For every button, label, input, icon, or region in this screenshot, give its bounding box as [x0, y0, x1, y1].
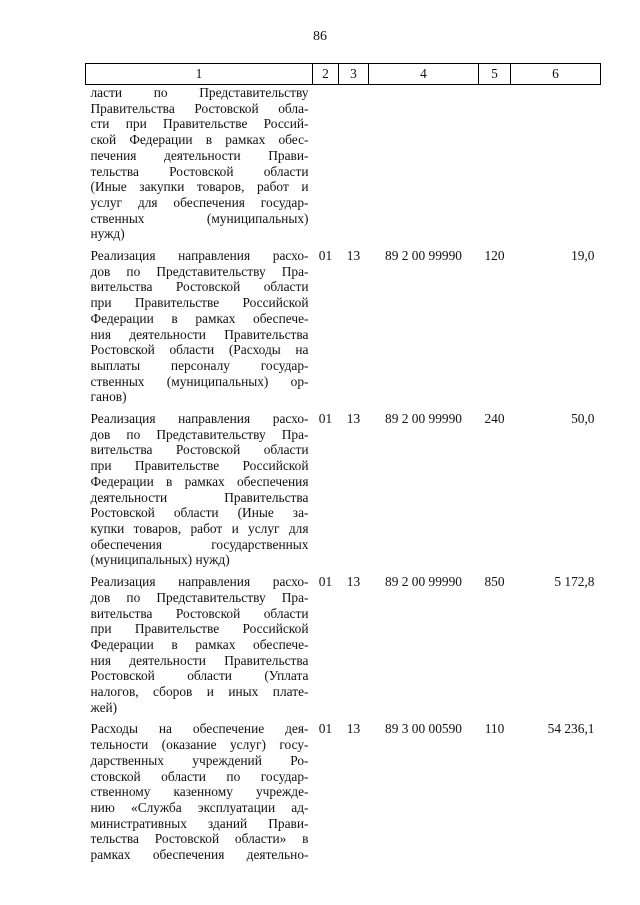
- description-line: (Иные закупки товаров, работ и: [90, 179, 309, 195]
- description-line: жей): [90, 699, 118, 715]
- row-target-code: 89 2 00 99990: [385, 248, 462, 264]
- description-line: ственных (муниципальных): [90, 210, 309, 226]
- description-line: ственных (муниципальных) ор-: [90, 373, 309, 389]
- row-section: 01: [318, 248, 333, 264]
- description-line: деятельности Правительства: [90, 489, 309, 505]
- row-expense-type: 120: [484, 248, 505, 264]
- description-line: сти при Правительстве Россий-: [90, 116, 309, 132]
- description-line: Федерации в рамках обеспечения: [90, 473, 309, 489]
- header-col-6: 6: [511, 64, 601, 85]
- header-col-2: 2: [313, 64, 339, 85]
- row-section: 01: [318, 411, 333, 427]
- row-amount: [511, 85, 601, 243]
- header-col-4: 4: [369, 64, 479, 85]
- description-line: Федерации в рамках обеспече-: [90, 636, 309, 652]
- description-line: Федерации в рамках обеспече-: [90, 310, 309, 326]
- row-expense-type: 850: [484, 574, 505, 590]
- description-line: Ростовской области (Иные за-: [90, 505, 309, 521]
- description-line: нужд): [90, 226, 125, 242]
- description-line: рамках обеспечения деятельно-: [90, 847, 309, 863]
- row-subsection: 13: [346, 574, 361, 590]
- row-subsection: 13: [346, 721, 361, 737]
- row-subsection: 13: [346, 411, 361, 427]
- description-line: вительства Ростовской области: [90, 605, 309, 621]
- description-line: выплаты персоналу государ-: [90, 357, 309, 373]
- header-col-3: 3: [339, 64, 369, 85]
- page-number: 86: [313, 29, 327, 44]
- description-line: Ростовской области (Уплата: [90, 668, 309, 684]
- description-line: нию «Служба эксплуатации ад-: [90, 799, 309, 815]
- description-line: при Правительстве Российской: [90, 621, 309, 637]
- description-line: вительства Ростовской области: [90, 442, 309, 458]
- row-description: [86, 721, 313, 862]
- description-line: обеспечения государственных: [90, 536, 309, 552]
- row-section: 01: [318, 721, 333, 737]
- row-expense-type: [479, 85, 511, 243]
- description-line: дарственных учреждений Ро-: [90, 752, 309, 768]
- table-row: [86, 574, 601, 715]
- row-amount: 5 172,8: [554, 574, 595, 590]
- description-line: министративных зданий Прави-: [90, 815, 309, 831]
- row-description: [86, 85, 313, 243]
- row-amount: 54 236,1: [547, 721, 595, 737]
- table-row: [86, 721, 601, 862]
- description-line: купки товаров, работ и услуг для: [90, 520, 309, 536]
- table-row: [86, 411, 601, 568]
- description-line: ния деятельности Правительства: [90, 326, 309, 342]
- description-line: вительства Ростовской области: [90, 279, 309, 295]
- description-line: тельства Ростовской области» в: [90, 831, 309, 847]
- row-description: [86, 411, 313, 568]
- description-line: Расходы на обеспечение дея-: [90, 721, 309, 737]
- description-line: печения деятельности Прави-: [90, 147, 309, 163]
- description-line: ласти по Представительству: [90, 85, 309, 100]
- row-expense-type: 110: [484, 721, 505, 737]
- description-line: Реализация направления расхо-: [90, 248, 309, 264]
- description-line: налогов, сборов и иных плате-: [90, 684, 309, 700]
- row-subsection: 13: [346, 248, 361, 264]
- description-line: дов по Представительству Пра-: [90, 589, 309, 605]
- row-target-code: 89 2 00 99990: [385, 411, 462, 427]
- row-amount: 50,0: [571, 411, 595, 427]
- description-line: Ростовской области (Расходы на: [90, 342, 309, 358]
- description-line: ния деятельности Правительства: [90, 652, 309, 668]
- description-line: дов по Представительству Пра-: [90, 263, 309, 279]
- header-col-1: 1: [86, 64, 313, 85]
- row-amount: 19,0: [571, 248, 595, 264]
- budget-table: [85, 63, 601, 863]
- row-subsection: [339, 85, 369, 243]
- description-line: тельности (оказание услуг) госу-: [90, 737, 309, 753]
- table-row: [86, 85, 601, 243]
- description-line: тельства Ростовской области: [90, 163, 309, 179]
- row-description: [86, 574, 313, 715]
- description-line: Реализация направления расхо-: [90, 411, 309, 427]
- header-row: [86, 64, 601, 85]
- description-line: при Правительстве Российской: [90, 458, 309, 474]
- header-col-5: 5: [479, 64, 511, 85]
- row-description: [86, 248, 313, 405]
- description-line: Правительства Ростовской обла-: [90, 100, 309, 116]
- description-line: услуг для обеспечения государ-: [90, 194, 309, 210]
- row-section: 01: [318, 574, 333, 590]
- description-line: ской Федерации в рамках обес-: [90, 132, 309, 148]
- description-line: при Правительстве Российской: [90, 295, 309, 311]
- description-line: дов по Представительству Пра-: [90, 426, 309, 442]
- row-target-code: [369, 85, 479, 243]
- row-target-code: 89 2 00 99990: [385, 574, 462, 590]
- description-line: Реализация направления расхо-: [90, 574, 309, 590]
- description-line: (муниципальных) нужд): [90, 552, 230, 568]
- table-row: [86, 248, 601, 405]
- row-target-code: 89 3 00 00590: [385, 721, 462, 737]
- row-expense-type: 240: [484, 411, 505, 427]
- row-section: [313, 85, 339, 243]
- description-line: ганов): [90, 389, 127, 405]
- description-line: стовской области по государ-: [90, 768, 309, 784]
- description-line: ственному казенному учрежде-: [90, 784, 309, 800]
